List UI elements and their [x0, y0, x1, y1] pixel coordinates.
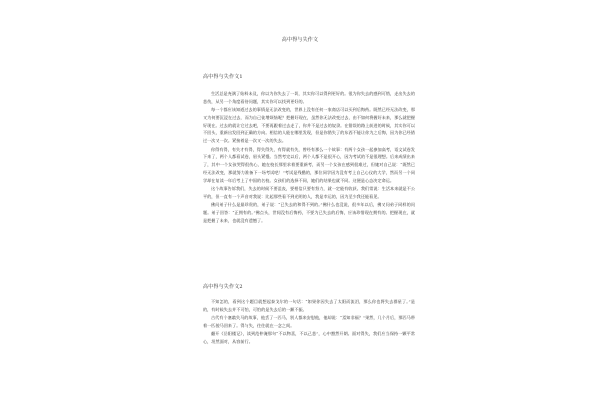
document-title: 高中得与失作文 — [281, 37, 319, 43]
paragraph: 你得有得，有失才有得，得失得失，有得就有失，曾经有那么一个故事：有两个女孩一起参加高考，语文试卷发下来了，两个人都看试卷，眉头紧蹙。当然考完以后，两个人都不是很开心，因为考试的不是很理想。后来成绩出来了，其中一个女孩哭得很伤心，她在校长那里求着要重新考，而另一个女孩在感到很难过，但她对自己说：“既然已经无法改变，那就努力准备下一场考试吧！”考试是残酷的，那位同学因为没有考上自己心仪的大学，然而另一个同学却在复读一年后考上了中国的名校。女孩们的选择不同，她们的结果也就不同。这便是心态决定命运。 — [203, 146, 415, 183]
paragraph: 佛问弟子什么是最珍贵的，弟子说：“已失去的和得不到的。”佛什么也没说，很多年以后，佛又问弟子同样的问题。弟子回答：“正拥有的。”佛点头，世间没有后悔药，不要为已失去的后悔，应该珍惜现在拥有的。把握现在，就是把握了未来，也就没有遗憾了。 — [203, 202, 415, 223]
paragraph: 生活总是充满了始料未及，你以为你失去了一切，其实你可以得到更好的。很为你失去的感到可惜，走出失去的悲伤，从另一个角度看待问题，其实你可以找到更好的。 — [203, 91, 415, 104]
paragraph: 不知怎的，看到这个题目就想起泰戈尔的一句话：“如果你因失去了太阳而流泪，那么你也将失去群星了。”是的，有时候失去并不可怕，可怕的是失去后的一蹶不振。 — [203, 299, 415, 312]
paragraph: 翻开《岳阳楼记》，读到范仲淹那句“不以物喜，不以己悲”，心中豁然开朗。面对得失，我们应当保持一颗平常心，坦然面对，从容前行。 — [203, 331, 415, 344]
paragraph: 每一个都应该知道过去的事情是无法改变的，世界上没有任何一家商店可以买到后悔药。既然已经无法改变，那又为何要沉浸在过去，而为自己徒增烦恼呢？把握好现在，虽然你无法改变过去，由不如何将握好未来，那么就把握好现在。过去的就让它过去吧，不要再跟着过去走了，你并不是过去的奴隶。在错误的路上前进的时候，其实你可以不回头，重新出发回到正确的方向。相信的人能在哪里发现，但是你错失了的东西不能让你为之后悔，因为你已经错过一次又一次。紧接着是一次又一次的失去。 — [203, 107, 415, 144]
paragraph: 古代有个塞翁失马的故事，他丢了一匹马，别人都来安慰他，他却说：“焉知非福？”果然，几个月后，那匹马带着一匹骏马回来了。得与失，往往就在一念之间。 — [203, 315, 415, 328]
section-heading: 高中得与失作文1 — [203, 74, 243, 80]
section-heading: 高中得与失作文2 — [203, 284, 243, 290]
paragraph: 这个故事告诉我们，失去的时候不要沮丧，要相信只要有努力，就一定能有收获。我们常说：生活本来就是不公平的，但一直有一个声音对我说：比起那些看不到光明的人，我是幸运的，因为至少我还能看见。 — [203, 186, 415, 199]
section-body — [203, 90, 415, 225]
section-body — [203, 298, 415, 346]
